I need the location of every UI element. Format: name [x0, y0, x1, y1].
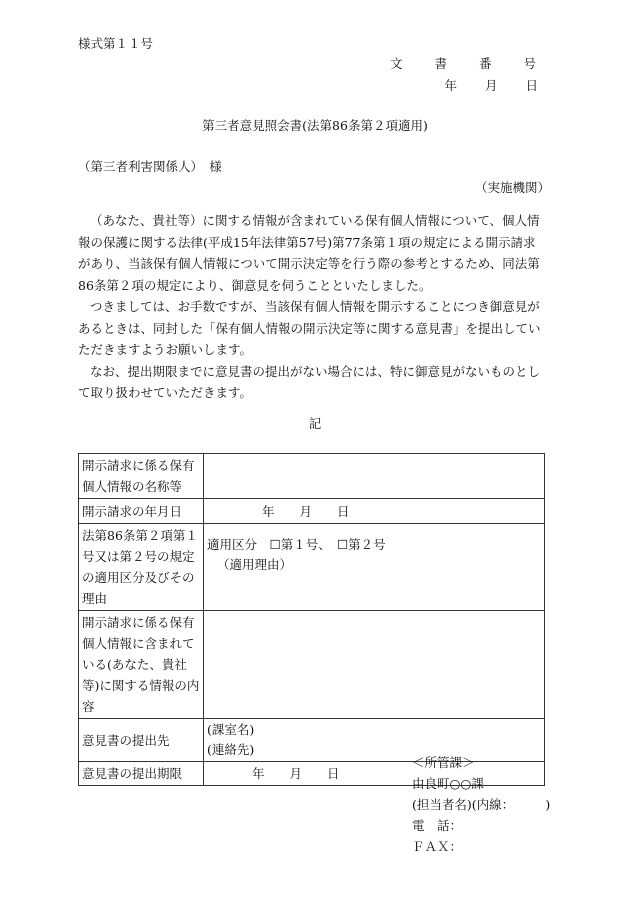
submission-destination-label: 意見書の提出先	[79, 719, 204, 762]
table-row	[79, 454, 545, 499]
info-name-field[interactable]	[204, 454, 545, 499]
info-name-label: 開示請求に係る保有個人情報の名称等	[79, 454, 204, 499]
info-content-field[interactable]	[204, 611, 545, 719]
paragraph-1: （あなた、貴社等）に関する情報が含まれている保有個人情報について、個人情報の保護に関する法律(平成15年法律第57号)第77条第１項の規定による開示請求があり、当該保有個人情報について開示決定等を行う際の参考とするため、同法第86条第２項の規定により、御意見を伺うことといたしました。	[78, 213, 540, 293]
request-date-field[interactable]	[204, 499, 545, 524]
ki-heading: 記	[308, 416, 322, 431]
document-number-label: 文 書 番 号	[390, 56, 550, 71]
table-row	[79, 611, 545, 719]
addressee: （第三者利害関係人） 様	[78, 159, 222, 174]
section-name: (課室名)	[207, 722, 255, 737]
category-field[interactable]	[204, 524, 545, 611]
page-title: 第三者意見照会書(法第86条第２項適用)	[202, 118, 428, 133]
body-text	[78, 210, 546, 404]
category-label: 法第86条第２項第１号又は第２号の規定の適用区分及びその理由	[79, 524, 204, 611]
request-date-value: 年 月 日	[262, 503, 350, 519]
issuing-organization: （実施機関）	[474, 180, 550, 195]
category-options: 適用区分 ☐第１号、 ☐第２号	[207, 537, 386, 552]
dept-heading: ＜所管課＞	[412, 755, 475, 770]
category-reason: （適用理由）	[217, 557, 293, 572]
phone: 電 話：	[412, 818, 463, 833]
dept-name: 由良町○○課	[412, 776, 484, 791]
date-label: 年 月 日	[444, 78, 550, 93]
table-row	[79, 524, 545, 611]
paragraph-3: なお、提出期限までに意見書の提出がない場合には、特に御意見がないものとして取り扱わせていただきます。	[78, 363, 541, 400]
fax: ＦＡＸ：	[412, 839, 463, 854]
form-number: 様式第１１号	[78, 36, 154, 51]
info-content-label: 開示請求に係る保有個人情報に含まれている(あなた、貴社等)に関する情報の内容	[79, 611, 204, 719]
deadline-label: 意見書の提出期限	[79, 762, 204, 786]
contact-info: (連絡先)	[207, 742, 255, 757]
person-in-charge: (担当者名)(内線： )	[412, 797, 551, 812]
contact-block	[412, 752, 550, 857]
request-date-label: 開示請求の年月日	[79, 499, 204, 524]
deadline-value: 年 月 日	[252, 766, 340, 781]
paragraph-2: つきましては、お手数ですが、当該保有個人情報を開示することにつき御意見があるときは、同封した「保有個人情報の開示決定等に関する意見書」を提出していただきますようお願いします。	[78, 299, 541, 357]
inquiry-table	[78, 453, 545, 786]
table-row	[79, 499, 545, 524]
